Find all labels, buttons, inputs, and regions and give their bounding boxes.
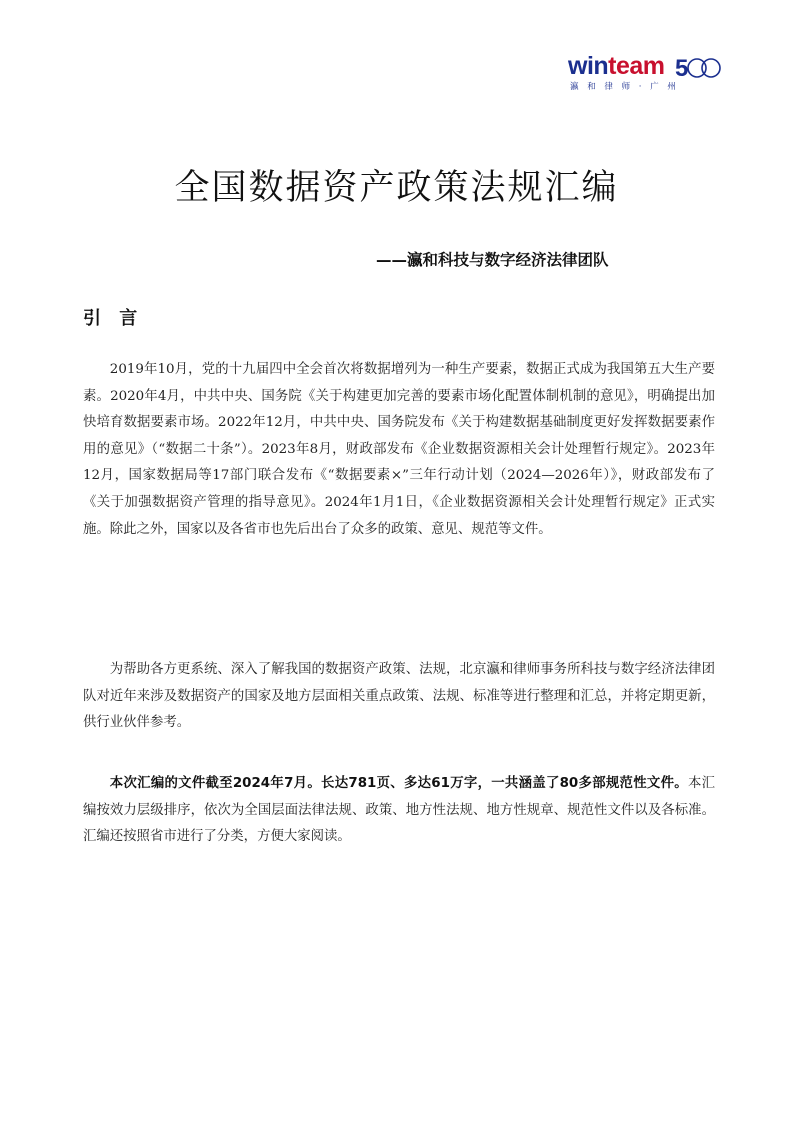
- compilation-summary-text: 本汇编按效力层级排序，依次为全国层面法律法规、政策、地方性法规、地方性规章、规范性文件以及各标准。汇编还按照省市进行了分类，方便大家阅读。: [83, 776, 716, 845]
- compilation-summary-bold: 本次汇编的文件截至2024年7月。长达781页、多达61万字，一共涵盖了80多部规范性文件。: [109, 776, 688, 791]
- logo-word-win: win: [568, 52, 609, 80]
- intro-paragraph-3: [83, 771, 715, 851]
- logo-wordmark: [568, 52, 665, 80]
- logo-word-team: team: [608, 52, 665, 80]
- winteam-logo: [568, 52, 728, 92]
- document-title: 全国数据资产政策法规汇编: [174, 168, 619, 208]
- document-subtitle: ——瀛和科技与数字经济法律团队: [376, 251, 609, 269]
- logo-500-mark: [675, 55, 723, 81]
- logo-subtitle: 瀛 和 律 师 · 广 州: [570, 82, 679, 92]
- section-heading: 引 言: [83, 308, 144, 329]
- intro-paragraph-2: 为帮助各方更系统、深入了解我国的数据资产政策、法规，北京瀛和律师事务所科技与数字经济法律团队对近年来涉及数据资产的国家及地方层面相关重点政策、法规、标准等进行整理和汇总，并将定期更新，供行业伙伴参考。: [83, 662, 715, 731]
- intro-paragraph-1: 2019年10月，党的十九届四中全会首次将数据增列为一种生产要素，数据正式成为我国第五大生产要素。2020年4月，中共中央、国务院《关于构建更加完善的要素市场化配置体制机制的意见》，明确提出加快培育数据要素市场。2022年12月，中共中央、国务院发布《关于构建数据基础制度更好发挥数据要素作用的意见》（“数据二十条”）。2023年8月，财政部发布《企业数据资源相关会计处理暂行规定》。2023年12月，国家数据局等17部门联合发布《“数据要素×”三年行动计划（2024—2026年）》，财政部发布了《关于加强数据资产管理的指导意见》。2024年1月1日，《企业数据资源相关会计处理暂行规定》正式实施。除此之外，国家以及各省市也先后出台了众多的政策、意见、规范等文件。: [83, 362, 715, 537]
- svg-text:5: 5: [675, 55, 689, 81]
